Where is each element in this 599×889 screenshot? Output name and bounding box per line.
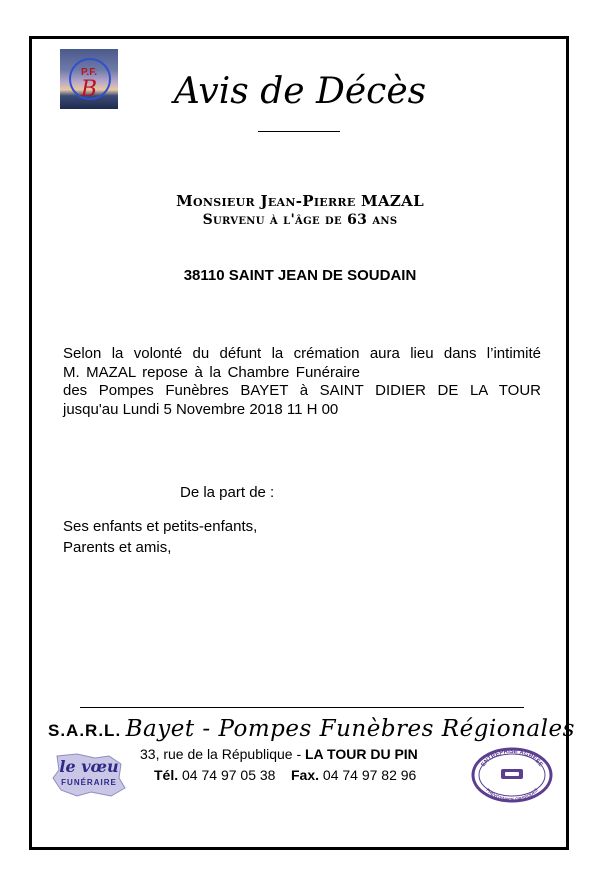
family-list [63, 516, 257, 558]
footer-divider [80, 707, 524, 708]
logo-initials: P.F. [81, 67, 97, 78]
partner-logo [47, 752, 131, 798]
company-contacts [154, 765, 474, 785]
company-address [140, 744, 470, 764]
partner-logo-subtext: FUNÉRAIRE [61, 778, 117, 787]
deceased-age: Survenu à l'âge de 63 ans [202, 212, 398, 228]
body-line: M. MAZAL repose à la Chambre Funéraire [63, 363, 360, 381]
approved-badge [471, 747, 553, 803]
title-divider [258, 131, 340, 132]
address-street: 33, rue de la République - [140, 746, 305, 762]
approved-seal-icon [471, 747, 553, 803]
page-title: Avis de Décès [173, 71, 427, 112]
notice-body [63, 345, 541, 419]
family-line: Ses enfants et petits-enfants, [63, 518, 258, 535]
company-logo [60, 49, 118, 109]
deceased-location: 38110 SAINT JEAN DE SOUDAIN [183, 267, 417, 284]
legal-form: S.A.R.L. [48, 721, 122, 740]
fax-label: Fax. [291, 767, 320, 783]
family-line: Parents et amis, [63, 539, 172, 556]
badge-top-text: ENTREPRISE AGRÉÉE [480, 748, 544, 769]
body-line: Selon la volonté du défunt la crémation aura lieu dans l’intimité [63, 345, 541, 362]
from-label: De la part de : [180, 484, 275, 501]
fax-number: 04 74 97 82 96 [322, 767, 417, 783]
logo-letter: B [80, 77, 98, 102]
deceased-name: Monsieur Jean-Pierre MAZAL [176, 192, 424, 210]
tel-number: 04 74 97 05 38 [182, 767, 276, 783]
company-script-name: Bayet - Pompes Funèbres Régionales [125, 716, 575, 742]
partner-logo-text: le vœu [59, 757, 119, 776]
company-name [48, 714, 575, 747]
badge-bottom-text: PRÉVOYANCE OBSÈQUES [485, 787, 539, 803]
body-line: jusqu'au Lundi 5 Novembre 2018 11 H 00 [63, 400, 339, 418]
tel-label: Tél. [154, 767, 179, 783]
address-city: LA TOUR DU PIN [305, 746, 418, 762]
body-line: des Pompes Funèbres BAYET à SAINT DIDIER DE LA TOUR [63, 382, 541, 399]
